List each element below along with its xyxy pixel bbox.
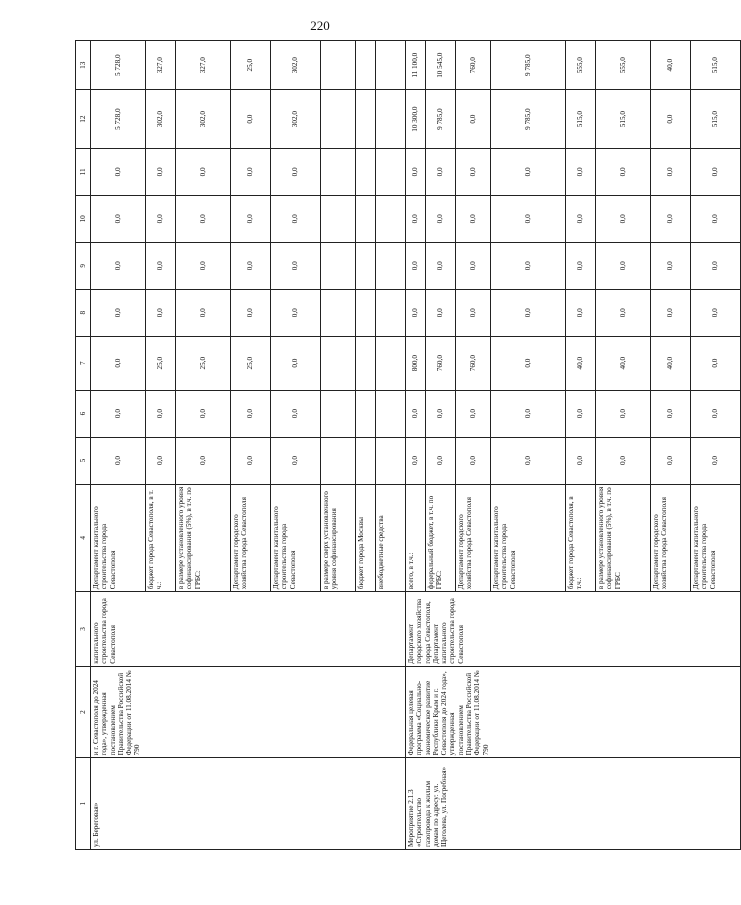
- funding-source-cell: Департамент городского хозяйства города Севастополя: [456, 484, 491, 592]
- amount-cell: 0,0: [691, 242, 741, 289]
- funding-source-cell: федеральный бюджет, в т.ч. по ГРБС:: [426, 484, 456, 592]
- column-number-cell: 8: [76, 289, 91, 336]
- amount-cell: 25,0: [231, 41, 271, 90]
- amount-cell: 9 785,0: [491, 41, 566, 90]
- amount-cell: 0,0: [426, 242, 456, 289]
- amount-cell: [356, 289, 376, 336]
- amount-cell: 5 728,0: [91, 41, 146, 90]
- amount-cell: 0,0: [271, 148, 321, 195]
- amount-cell: 0,0: [406, 289, 426, 336]
- funding-source-cell: в размере установленного уровня софинансирования (5%), в т.ч. по ГРБС:: [176, 484, 231, 592]
- amount-cell: 10 545,0: [426, 41, 456, 90]
- amount-cell: 760,0: [426, 336, 456, 390]
- funding-source-cell: Департамент капитального строительства города Севастополя: [91, 484, 146, 592]
- amount-cell: 0,0: [176, 242, 231, 289]
- amount-cell: 0,0: [271, 289, 321, 336]
- amount-cell: [356, 90, 376, 148]
- amount-cell: 0,0: [456, 148, 491, 195]
- amount-cell: 515,0: [691, 41, 741, 90]
- amount-cell: [376, 195, 406, 242]
- amount-cell: [376, 90, 406, 148]
- table-row: [406, 41, 426, 850]
- column-number-cell: 5: [76, 437, 91, 484]
- amount-cell: 0,0: [176, 289, 231, 336]
- amount-cell: 25,0: [231, 336, 271, 390]
- amount-cell: [356, 195, 376, 242]
- amount-cell: 0,0: [491, 195, 566, 242]
- amount-cell: [356, 242, 376, 289]
- funding-table: [75, 40, 741, 850]
- amount-cell: 0,0: [271, 336, 321, 390]
- amount-cell: 5 728,0: [91, 90, 146, 148]
- amount-cell: [321, 148, 356, 195]
- amount-cell: [376, 242, 406, 289]
- funding-source-cell: бюджет города Москвы: [356, 484, 376, 592]
- amount-cell: 40,0: [651, 336, 691, 390]
- amount-cell: 0,0: [426, 148, 456, 195]
- amount-cell: 0,0: [456, 242, 491, 289]
- funding-source-cell: Департамент городского хозяйства города Севастополя: [231, 484, 271, 592]
- column-number-cell: 2: [76, 666, 91, 758]
- amount-cell: 0,0: [231, 242, 271, 289]
- amount-cell: 0,0: [491, 242, 566, 289]
- amount-cell: 302,0: [176, 90, 231, 148]
- column-number-cell: 3: [76, 592, 91, 666]
- amount-cell: 0,0: [406, 390, 426, 437]
- group-col1-cell: Мероприятие 2.1.3 «Строительство газопровода к жилым домам по адресу: ул. Щеголева, ул. Погребная»: [406, 758, 741, 850]
- amount-cell: 0,0: [271, 242, 321, 289]
- amount-cell: 302,0: [271, 41, 321, 90]
- amount-cell: 0,0: [91, 289, 146, 336]
- group-col1-cell: ул. Береговая»: [91, 758, 406, 850]
- amount-cell: 9 785,0: [426, 90, 456, 148]
- column-number-cell: 10: [76, 195, 91, 242]
- amount-cell: 0,0: [566, 289, 596, 336]
- funding-source-cell: Департамент капитального строительства города Севастополя: [271, 484, 321, 592]
- funding-source-cell: бюджет города Севастополя, в т.ч.:: [566, 484, 596, 592]
- amount-cell: 0,0: [491, 390, 566, 437]
- funding-source-cell: Департамент капитального строительства города Севастополя: [491, 484, 566, 592]
- amount-cell: [321, 289, 356, 336]
- amount-cell: 0,0: [91, 336, 146, 390]
- amount-cell: 0,0: [456, 289, 491, 336]
- amount-cell: 555,0: [596, 41, 651, 90]
- column-number-cell: 7: [76, 336, 91, 390]
- amount-cell: 0,0: [491, 289, 566, 336]
- amount-cell: 0,0: [91, 195, 146, 242]
- amount-cell: 0,0: [406, 148, 426, 195]
- amount-cell: 0,0: [231, 195, 271, 242]
- amount-cell: [376, 41, 406, 90]
- amount-cell: 0,0: [651, 289, 691, 336]
- amount-cell: 0,0: [691, 289, 741, 336]
- amount-cell: [321, 90, 356, 148]
- amount-cell: 0,0: [491, 437, 566, 484]
- group-col2-cell: и г. Севастополя до 2024 года», утвержденная постановлением Правительства Российской Федерации от 11.08.2014 № 790: [91, 666, 406, 758]
- amount-cell: 515,0: [596, 90, 651, 148]
- amount-cell: 25,0: [176, 336, 231, 390]
- amount-cell: 0,0: [426, 195, 456, 242]
- amount-cell: 0,0: [566, 242, 596, 289]
- amount-cell: 0,0: [406, 437, 426, 484]
- amount-cell: 0,0: [146, 195, 176, 242]
- amount-cell: 0,0: [596, 148, 651, 195]
- amount-cell: 0,0: [231, 390, 271, 437]
- amount-cell: 327,0: [176, 41, 231, 90]
- amount-cell: 0,0: [596, 195, 651, 242]
- amount-cell: 0,0: [691, 148, 741, 195]
- amount-cell: 0,0: [491, 336, 566, 390]
- amount-cell: 40,0: [596, 336, 651, 390]
- amount-cell: 0,0: [456, 390, 491, 437]
- group-col2-cell: Федеральная целевая программа «Социально-экономическое развитие Республики Крым и г. Севастополя до 2024 года», утвержденная постановлением Правительства Российской Федерации от 11.08.2014 № 790: [406, 666, 741, 758]
- amount-cell: 0,0: [146, 148, 176, 195]
- amount-cell: 0,0: [566, 148, 596, 195]
- column-number-cell: 9: [76, 242, 91, 289]
- funding-source-cell: внебюджетные средства: [376, 484, 406, 592]
- funding-source-cell: в размере установленного уровня софинансирования (5%), в т.ч. по ГРБС: [596, 484, 651, 592]
- amount-cell: 0,0: [651, 390, 691, 437]
- amount-cell: 0,0: [231, 289, 271, 336]
- amount-cell: 555,0: [566, 41, 596, 90]
- amount-cell: 11 100,0: [406, 41, 426, 90]
- amount-cell: 0,0: [176, 195, 231, 242]
- amount-cell: 0,0: [176, 437, 231, 484]
- amount-cell: 40,0: [566, 336, 596, 390]
- column-number-cell: 11: [76, 148, 91, 195]
- amount-cell: 0,0: [566, 195, 596, 242]
- rotated-table-container: [75, 40, 720, 850]
- amount-cell: 0,0: [456, 195, 491, 242]
- amount-cell: 0,0: [91, 148, 146, 195]
- amount-cell: 800,0: [406, 336, 426, 390]
- amount-cell: 0,0: [691, 336, 741, 390]
- amount-cell: 0,0: [271, 195, 321, 242]
- amount-cell: 760,0: [456, 336, 491, 390]
- amount-cell: 515,0: [691, 90, 741, 148]
- amount-cell: 0,0: [231, 90, 271, 148]
- amount-cell: 0,0: [651, 148, 691, 195]
- amount-cell: 0,0: [691, 390, 741, 437]
- amount-cell: 327,0: [146, 41, 176, 90]
- column-number-cell: 12: [76, 90, 91, 148]
- amount-cell: 0,0: [91, 437, 146, 484]
- amount-cell: 0,0: [176, 148, 231, 195]
- amount-cell: [321, 437, 356, 484]
- amount-cell: 0,0: [596, 437, 651, 484]
- amount-cell: 0,0: [596, 390, 651, 437]
- amount-cell: [321, 41, 356, 90]
- amount-cell: 25,0: [146, 336, 176, 390]
- amount-cell: [376, 437, 406, 484]
- table-body: [76, 41, 741, 850]
- amount-cell: 0,0: [456, 90, 491, 148]
- amount-cell: 0,0: [651, 195, 691, 242]
- amount-cell: 0,0: [566, 390, 596, 437]
- amount-cell: 0,0: [91, 242, 146, 289]
- amount-cell: 0,0: [651, 437, 691, 484]
- funding-source-cell: Департамент капитального строительства города Севастополя: [691, 484, 741, 592]
- amount-cell: [356, 390, 376, 437]
- amount-cell: [376, 390, 406, 437]
- amount-cell: 9 785,0: [491, 90, 566, 148]
- amount-cell: 0,0: [406, 242, 426, 289]
- amount-cell: 515,0: [566, 90, 596, 148]
- amount-cell: 0,0: [146, 289, 176, 336]
- amount-cell: 0,0: [651, 242, 691, 289]
- amount-cell: [356, 336, 376, 390]
- column-number-cell: 13: [76, 41, 91, 90]
- amount-cell: 0,0: [691, 437, 741, 484]
- amount-cell: 760,0: [456, 41, 491, 90]
- amount-cell: [321, 195, 356, 242]
- amount-cell: 0,0: [566, 437, 596, 484]
- amount-cell: 0,0: [426, 390, 456, 437]
- amount-cell: 0,0: [691, 195, 741, 242]
- column-number-cell: 1: [76, 758, 91, 850]
- amount-cell: 0,0: [271, 437, 321, 484]
- amount-cell: 0,0: [231, 148, 271, 195]
- amount-cell: 0,0: [596, 242, 651, 289]
- amount-cell: [376, 148, 406, 195]
- amount-cell: [376, 336, 406, 390]
- amount-cell: 0,0: [651, 90, 691, 148]
- column-number-cell: 4: [76, 484, 91, 592]
- page-number: 220: [310, 18, 330, 33]
- funding-source-cell: Департамент городского хозяйства города Севастополя: [651, 484, 691, 592]
- column-number-cell: 6: [76, 390, 91, 437]
- amount-cell: 0,0: [91, 390, 146, 437]
- amount-cell: [321, 390, 356, 437]
- amount-cell: 0,0: [146, 390, 176, 437]
- funding-source-cell: всего, в т.ч.:: [406, 484, 426, 592]
- funding-source-cell: в размере сверх установленного уровня софинансирования: [321, 484, 356, 592]
- amount-cell: 0,0: [231, 437, 271, 484]
- group-col3-cell: Департамент городского хозяйства города Севастополя, Департамент капитального строительства города Севастополя: [406, 592, 741, 666]
- amount-cell: 0,0: [426, 289, 456, 336]
- amount-cell: 0,0: [456, 437, 491, 484]
- amount-cell: [321, 336, 356, 390]
- amount-cell: 0,0: [596, 289, 651, 336]
- amount-cell: [376, 289, 406, 336]
- amount-cell: [356, 437, 376, 484]
- table-frame: [75, 40, 720, 850]
- amount-cell: 0,0: [146, 437, 176, 484]
- amount-cell: 0,0: [426, 437, 456, 484]
- amount-cell: 302,0: [271, 90, 321, 148]
- amount-cell: 0,0: [406, 195, 426, 242]
- amount-cell: 302,0: [146, 90, 176, 148]
- amount-cell: [321, 242, 356, 289]
- amount-cell: 0,0: [146, 242, 176, 289]
- amount-cell: 0,0: [491, 148, 566, 195]
- amount-cell: 40,0: [651, 41, 691, 90]
- column-number-row: [76, 41, 91, 850]
- amount-cell: [356, 148, 376, 195]
- amount-cell: 0,0: [271, 390, 321, 437]
- funding-source-cell: бюджет города Севастополя, в т. ч.:: [146, 484, 176, 592]
- group-col3-cell: капитального строительства города Севастополя: [91, 592, 406, 666]
- table-row: [91, 41, 146, 850]
- amount-cell: [356, 41, 376, 90]
- amount-cell: 10 300,0: [406, 90, 426, 148]
- amount-cell: 0,0: [176, 390, 231, 437]
